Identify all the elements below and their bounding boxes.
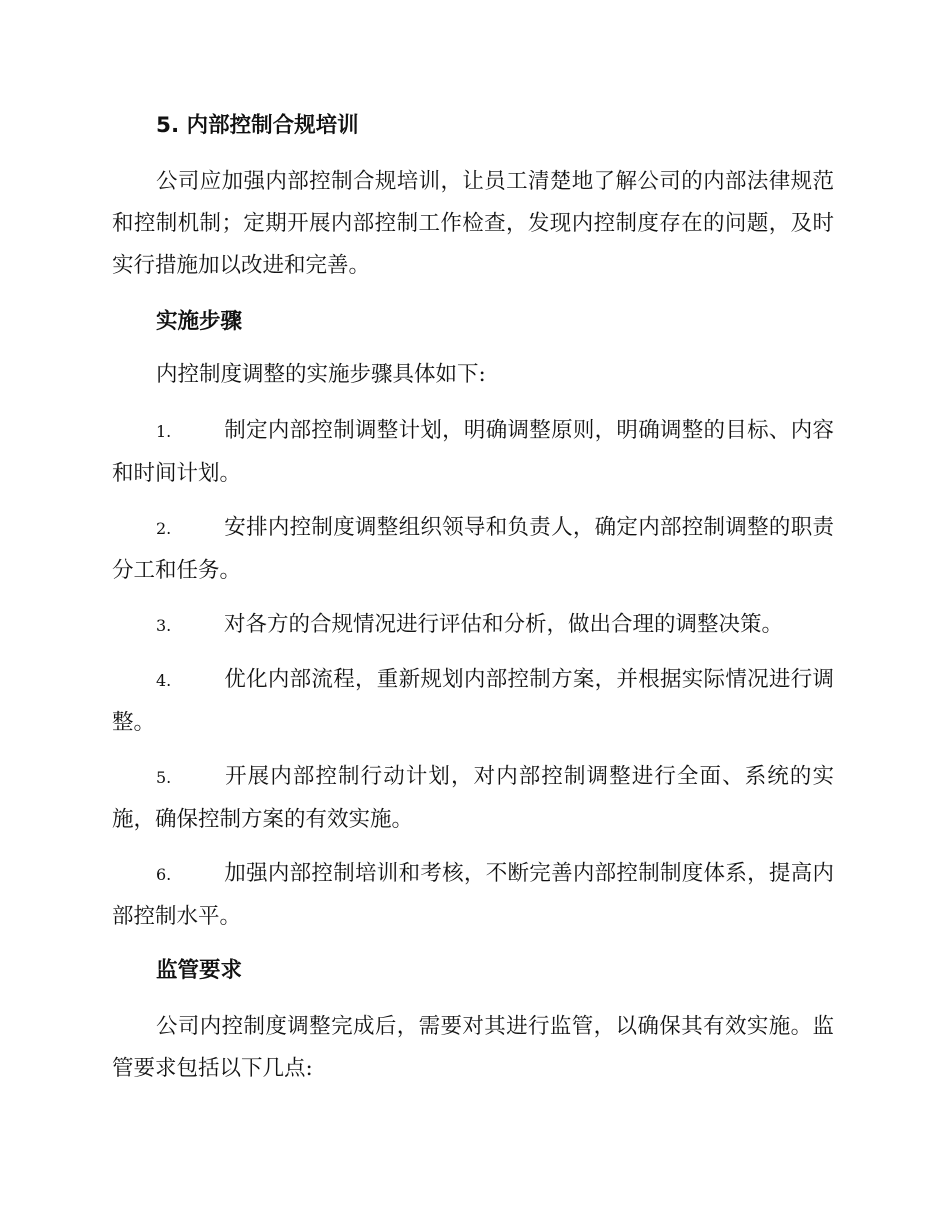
section-heading-compliance-training: 5. 内部控制合规培训 xyxy=(156,113,359,138)
paragraph-steps-intro xyxy=(112,354,834,396)
list-number: 1. xyxy=(156,422,172,441)
list-number: 5. xyxy=(156,768,172,787)
list-item-step-2 xyxy=(112,507,834,592)
list-item-step-6 xyxy=(112,853,834,938)
section-heading-implementation-steps: 实施步骤 xyxy=(156,309,243,334)
list-item-text: 加强内部控制培训和考核，不断完善内部控制制度体系，提高内部控制水平。 xyxy=(112,861,834,929)
paragraph-text: 内控制度调整的实施步骤具体如下: xyxy=(156,362,486,387)
list-number: 2. xyxy=(156,519,172,538)
list-item-text: 开展内部控制行动计划，对内部控制调整进行全面、系统的实施，确保控制方案的有效实施。 xyxy=(112,764,834,832)
list-number: 4. xyxy=(156,671,172,690)
list-number: 3. xyxy=(156,616,172,635)
paragraph-supervision xyxy=(112,1006,834,1090)
section-heading-supervision-requirements: 监管要求 xyxy=(156,958,243,983)
paragraph-compliance-training xyxy=(112,161,834,287)
list-item-step-4 xyxy=(112,659,834,744)
list-item-step-1 xyxy=(112,410,834,495)
list-item-text: 优化内部流程，重新规划内部控制方案，并根据实际情况进行调整。 xyxy=(112,667,834,735)
paragraph-text: 公司内控制度调整完成后，需要对其进行监管，以确保其有效实施。监管要求包括以下几点: xyxy=(112,1014,834,1081)
paragraph-text: 公司应加强内部控制合规培训，让员工清楚地了解公司的内部法律规范和控制机制；定期开展内部控制工作检查，发现内控制度存在的问题，及时实行措施加以改进和完善。 xyxy=(112,169,834,278)
list-number: 6. xyxy=(156,865,172,884)
list-item-text: 制定内部控制调整计划，明确调整原则，明确调整的目标、内容和时间计划。 xyxy=(112,418,834,486)
list-item-step-3 xyxy=(112,604,834,647)
list-item-step-5 xyxy=(112,756,834,841)
list-item-text: 对各方的合规情况进行评估和分析，做出合理的调整决策。 xyxy=(224,612,784,637)
list-item-text: 安排内控制度调整组织领导和负责人，确定内部控制调整的职责分工和任务。 xyxy=(112,515,834,583)
